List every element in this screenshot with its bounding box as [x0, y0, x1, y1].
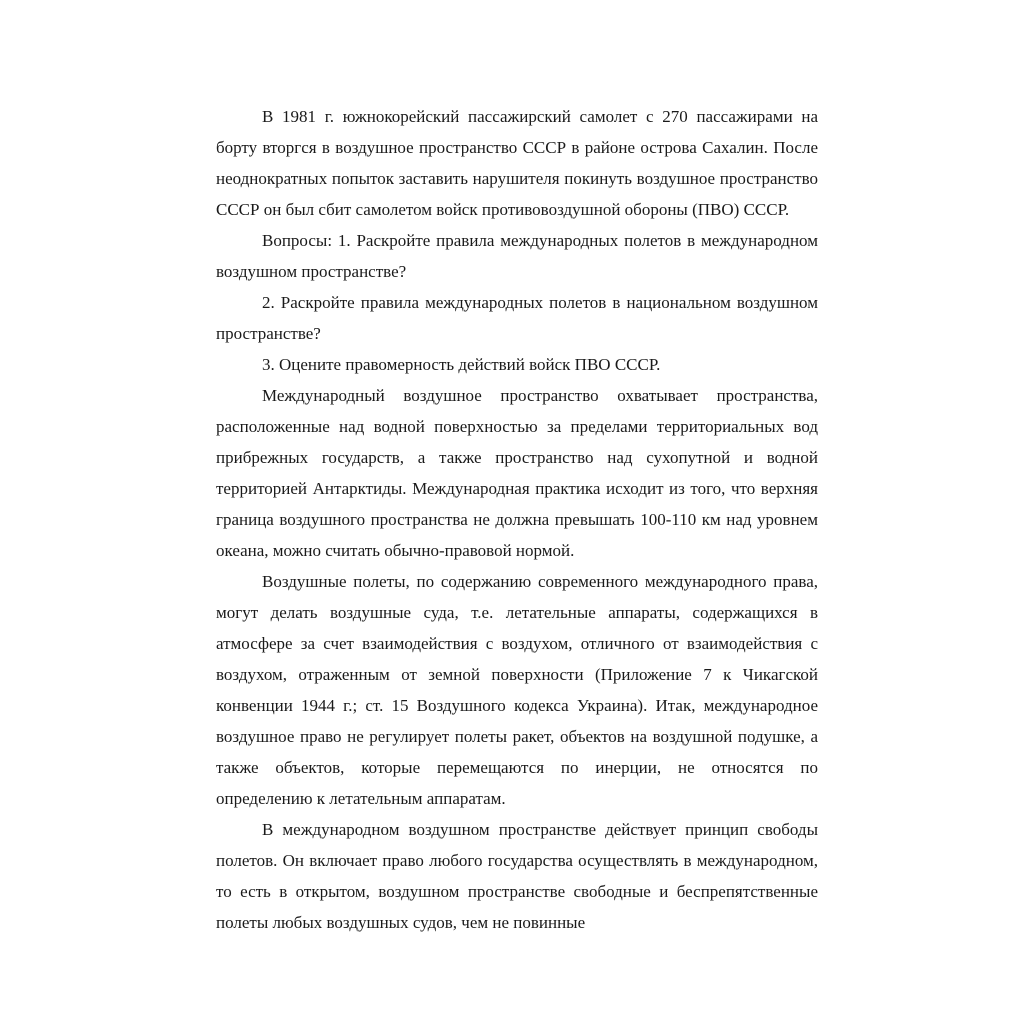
paragraph-aircraft-definition: Воздушные полеты, по содержанию современного международного права, могут делать воздушные суда, т.е. летательные аппараты, содержащихся в атмосфере за счет взаимодействия с воздухом, отличного от взаимодействия с воздухом, отраженным от земной поверхности (Приложение 7 к Чикагской конвенции 1944 г.; ст. 15 Воздушного кодекса Украина). Итак, международное воздушное право не регулирует полеты ракет, объектов на воздушной подушке, а также объектов, которые перемещаются по инерции, не относятся по определению к летательным аппаратам. — [216, 572, 818, 808]
paragraph-question-3: 3. Оцените правомерность действий войск ПВО СССР. — [262, 355, 661, 374]
document-page — [216, 101, 818, 938]
paragraph-incident: В 1981 г. южнокорейский пассажирский самолет с 270 пассажирами на борту вторгся в воздушное пространство СССР в районе острова Сахалин. После неоднократных попыток заставить нарушителя покинуть воздушное пространство СССР он был сбит самолетом войск противовоздушной обороны (ПВО) СССР. — [216, 107, 818, 219]
paragraph-airspace-definition: Международный воздушное пространство охватывает пространства, расположенные над водной поверхностью за пределами территориальных вод прибрежных государств, а также пространство над сухопутной и водной территорией Антарктиды. Международная практика исходит из того, что верхняя граница воздушного пространства не должна превышать 100-110 км над уровнем океана, можно считать обычно-правовой нормой. — [216, 386, 818, 560]
paragraph-question-1: Вопросы: 1. Раскройте правила международных полетов в международном воздушном пространстве? — [216, 231, 818, 281]
paragraph-freedom-of-flight: В международном воздушном пространстве действует принцип свободы полетов. Он включает право любого государства осуществлять в международном, то есть в открытом, воздушном пространстве свободные и беспрепятственные полеты любых воздушных судов, чем не повинные — [216, 820, 818, 932]
paragraph-question-2: 2. Раскройте правила международных полетов в национальном воздушном пространстве? — [216, 293, 818, 343]
